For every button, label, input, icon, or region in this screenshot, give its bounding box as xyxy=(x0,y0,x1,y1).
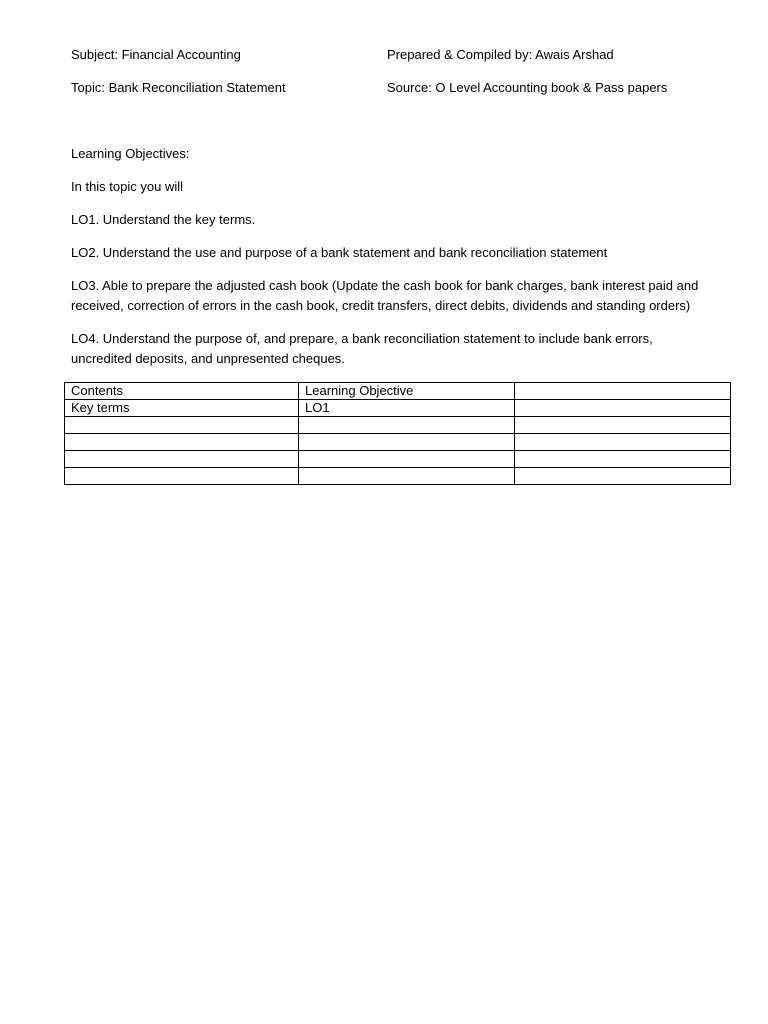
table-row xyxy=(65,417,731,434)
topic-line: Topic: Bank Reconciliation Statement xyxy=(71,80,286,95)
source-line: Source: O Level Accounting book & Pass papers xyxy=(387,80,668,95)
header-cell-learning-objective: Learning Objective xyxy=(299,383,515,400)
table-cell xyxy=(299,451,515,468)
table-cell xyxy=(515,468,731,485)
table-cell xyxy=(515,400,731,417)
table-row xyxy=(65,468,731,485)
header-cell-contents: Contents xyxy=(65,383,299,400)
table-cell xyxy=(299,468,515,485)
table-cell xyxy=(65,451,299,468)
header-cell-empty xyxy=(515,383,731,400)
table-cell xyxy=(65,468,299,485)
table-cell xyxy=(65,434,299,451)
table-header-row xyxy=(65,383,731,400)
table-cell xyxy=(299,417,515,434)
intro-text: In this topic you will xyxy=(71,179,183,194)
table-cell xyxy=(299,434,515,451)
objective-lo1: LO1. Understand the key terms. xyxy=(71,212,256,227)
objective-lo3: LO3. Able to prepare the adjusted cash book (Update the cash book for bank charges, bank interest paid and received, correction of errors in the cash book, credit transfers, direct debits, dividends and standing orders) xyxy=(71,278,699,313)
table-cell xyxy=(515,451,731,468)
objectives-heading: Learning Objectives: xyxy=(71,146,190,161)
table-row xyxy=(65,400,731,417)
table-row xyxy=(65,451,731,468)
table-cell xyxy=(515,417,731,434)
table-cell xyxy=(65,417,299,434)
table-row xyxy=(65,434,731,451)
objective-lo2: LO2. Understand the use and purpose of a bank statement and bank reconciliation statement xyxy=(71,245,608,260)
prepared-by-line: Prepared & Compiled by: Awais Arshad xyxy=(387,47,614,62)
subject-line: Subject: Financial Accounting xyxy=(71,47,241,62)
table-cell: LO1 xyxy=(299,400,515,417)
table-cell xyxy=(515,434,731,451)
table-cell: Key terms xyxy=(65,400,299,417)
contents-table xyxy=(64,382,731,485)
objective-lo4: LO4. Understand the purpose of, and prepare, a bank reconciliation statement to include bank errors, uncredited deposits, and unpresented cheques. xyxy=(71,331,653,366)
